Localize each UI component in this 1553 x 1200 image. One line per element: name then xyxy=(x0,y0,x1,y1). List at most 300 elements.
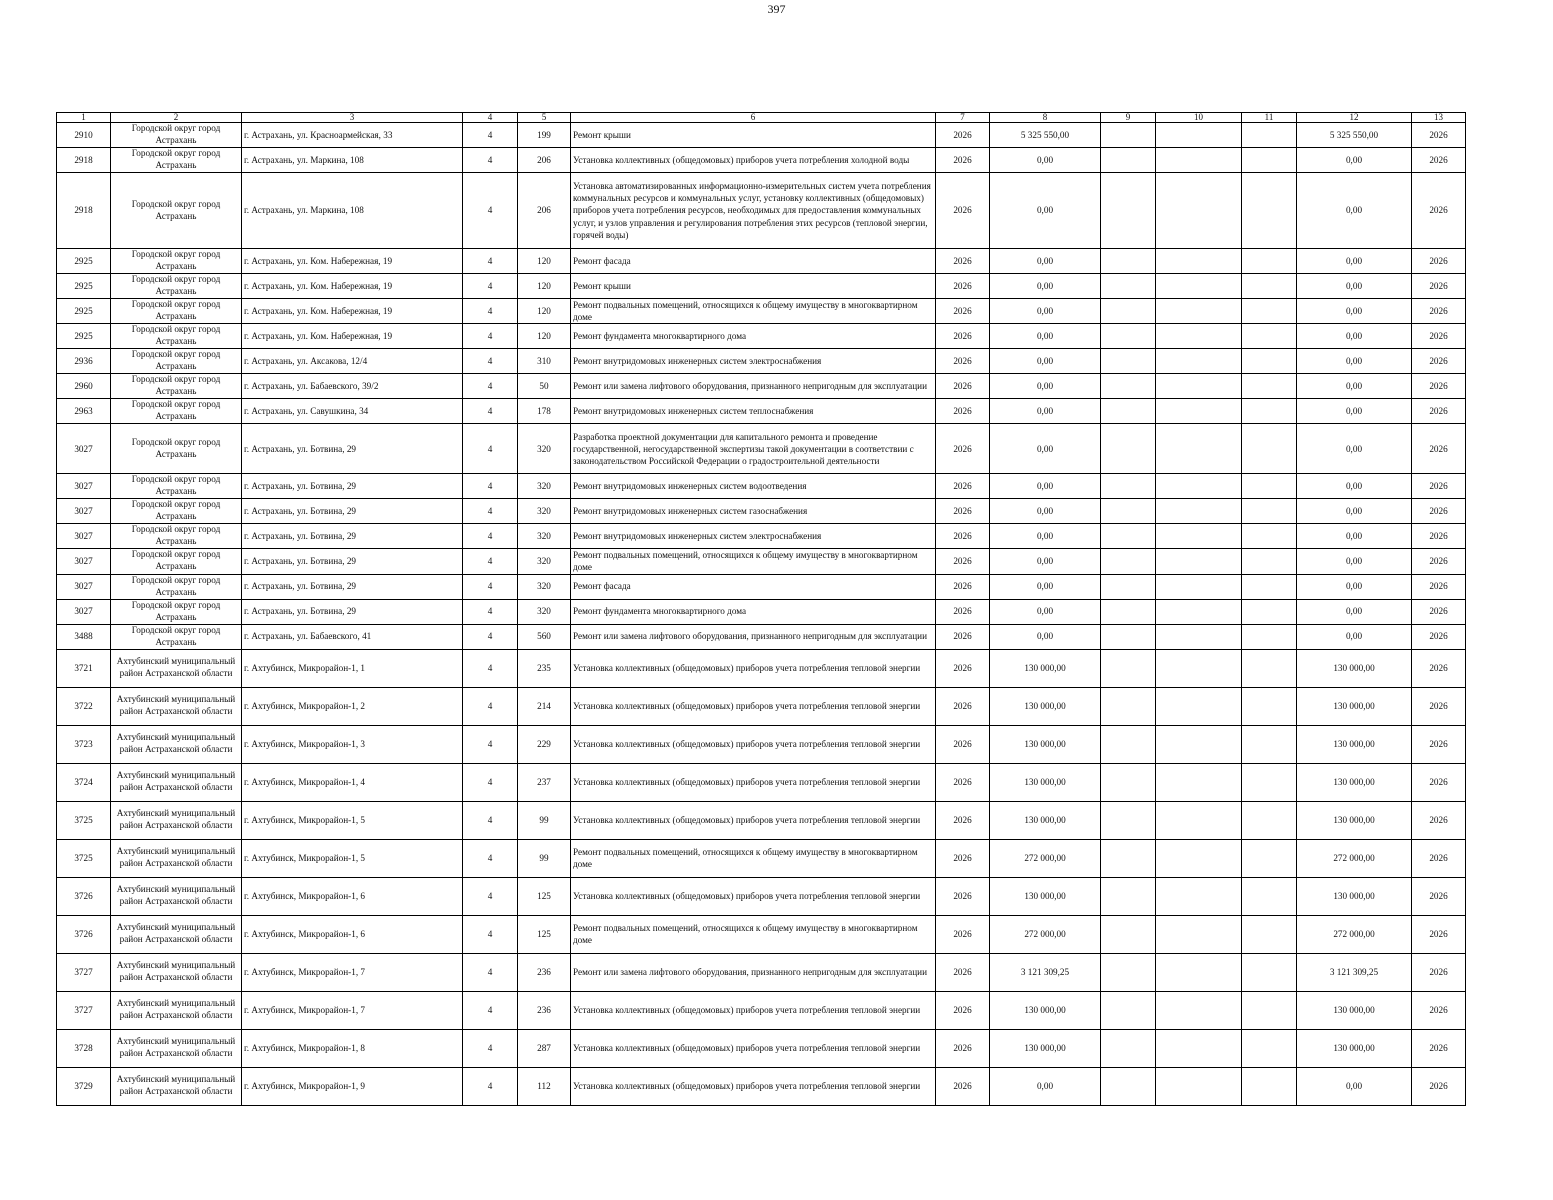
column-5-cell: 99 xyxy=(518,801,571,839)
column-10-cell xyxy=(1156,324,1242,349)
work-type-cell: Ремонт подвальных помещений, относящихся к общему имуществу в многоквартирном доме xyxy=(571,915,936,953)
address-cell: г. Астрахань, ул. Бабаевского, 41 xyxy=(242,624,463,649)
cost-cell: 0,00 xyxy=(990,374,1101,399)
regional-fund-cost-cell: 0,00 xyxy=(1297,499,1412,524)
column-10-cell xyxy=(1156,599,1242,624)
column-10-cell xyxy=(1156,624,1242,649)
row-number-cell: 3488 xyxy=(57,624,111,649)
column-header: 2 xyxy=(111,113,242,123)
address-cell: г. Астрахань, ул. Аксакова, 12/4 xyxy=(242,349,463,374)
column-header: 12 xyxy=(1297,113,1412,123)
address-cell: г. Ахтубинск, Микрорайон-1, 6 xyxy=(242,915,463,953)
table-row xyxy=(57,399,1466,424)
column-10-cell xyxy=(1156,1029,1242,1067)
column-9-cell xyxy=(1101,424,1156,474)
regional-fund-cost-cell: 0,00 xyxy=(1297,474,1412,499)
column-11-cell xyxy=(1242,801,1297,839)
completion-year-cell: 2026 xyxy=(1412,474,1466,499)
completion-year-cell: 2026 xyxy=(1412,374,1466,399)
year-cell: 2026 xyxy=(936,274,990,299)
column-10-cell xyxy=(1156,877,1242,915)
cost-cell: 0,00 xyxy=(990,299,1101,324)
column-5-cell: 125 xyxy=(518,915,571,953)
column-5-cell: 125 xyxy=(518,877,571,915)
column-header: 11 xyxy=(1242,113,1297,123)
cost-cell: 0,00 xyxy=(990,474,1101,499)
table-row xyxy=(57,299,1466,324)
year-cell: 2026 xyxy=(936,148,990,173)
table-row xyxy=(57,839,1466,877)
column-5-cell: 237 xyxy=(518,763,571,801)
column-5-cell: 214 xyxy=(518,687,571,725)
column-9-cell xyxy=(1101,173,1156,249)
cost-cell: 0,00 xyxy=(990,148,1101,173)
completion-year-cell: 2026 xyxy=(1412,549,1466,574)
cost-cell: 5 325 550,00 xyxy=(990,123,1101,148)
municipality-cell: Ахтубинский муниципальный район Астраханской области xyxy=(111,687,242,725)
address-cell: г. Астрахань, ул. Ботвина, 29 xyxy=(242,574,463,599)
column-4-cell: 4 xyxy=(463,424,518,474)
completion-year-cell: 2026 xyxy=(1412,524,1466,549)
completion-year-cell: 2026 xyxy=(1412,1029,1466,1067)
column-9-cell xyxy=(1101,915,1156,953)
column-9-cell xyxy=(1101,877,1156,915)
address-cell: г. Ахтубинск, Микрорайон-1, 6 xyxy=(242,877,463,915)
column-9-cell xyxy=(1101,299,1156,324)
cost-cell: 0,00 xyxy=(990,574,1101,599)
cost-cell: 130 000,00 xyxy=(990,1029,1101,1067)
completion-year-cell: 2026 xyxy=(1412,324,1466,349)
address-cell: г. Астрахань, ул. Маркина, 108 xyxy=(242,173,463,249)
regional-fund-cost-cell: 130 000,00 xyxy=(1297,801,1412,839)
year-cell: 2026 xyxy=(936,915,990,953)
address-cell: г. Астрахань, ул. Маркина, 108 xyxy=(242,148,463,173)
work-type-cell: Установка коллективных (общедомовых) приборов учета потребления холодной воды xyxy=(571,148,936,173)
completion-year-cell: 2026 xyxy=(1412,763,1466,801)
table-row xyxy=(57,574,1466,599)
cost-cell: 0,00 xyxy=(990,399,1101,424)
column-9-cell xyxy=(1101,1029,1156,1067)
column-4-cell: 4 xyxy=(463,649,518,687)
table-row xyxy=(57,649,1466,687)
column-10-cell xyxy=(1156,274,1242,299)
column-11-cell xyxy=(1242,1067,1297,1105)
regional-fund-cost-cell: 130 000,00 xyxy=(1297,649,1412,687)
municipality-cell: Ахтубинский муниципальный район Астраханской области xyxy=(111,1029,242,1067)
column-9-cell xyxy=(1101,524,1156,549)
year-cell: 2026 xyxy=(936,1029,990,1067)
regional-fund-cost-cell: 0,00 xyxy=(1297,399,1412,424)
column-11-cell xyxy=(1242,474,1297,499)
column-9-cell xyxy=(1101,374,1156,399)
work-type-cell: Ремонт внутридомовых инженерных систем теплоснабжения xyxy=(571,399,936,424)
column-9-cell xyxy=(1101,991,1156,1029)
column-10-cell xyxy=(1156,499,1242,524)
column-9-cell xyxy=(1101,474,1156,499)
column-header: 5 xyxy=(518,113,571,123)
column-4-cell: 4 xyxy=(463,763,518,801)
regional-fund-cost-cell: 272 000,00 xyxy=(1297,839,1412,877)
column-9-cell xyxy=(1101,399,1156,424)
table-row xyxy=(57,148,1466,173)
address-cell: г. Астрахань, ул. Ком. Набережная, 19 xyxy=(242,274,463,299)
column-5-cell: 120 xyxy=(518,274,571,299)
completion-year-cell: 2026 xyxy=(1412,148,1466,173)
cost-cell: 130 000,00 xyxy=(990,877,1101,915)
cost-cell: 0,00 xyxy=(990,324,1101,349)
column-11-cell xyxy=(1242,349,1297,374)
regional-fund-cost-cell: 130 000,00 xyxy=(1297,687,1412,725)
completion-year-cell: 2026 xyxy=(1412,123,1466,148)
work-type-cell: Ремонт подвальных помещений, относящихся к общему имуществу в многоквартирном доме xyxy=(571,299,936,324)
regional-fund-cost-cell: 130 000,00 xyxy=(1297,991,1412,1029)
address-cell: г. Астрахань, ул. Савушкина, 34 xyxy=(242,399,463,424)
completion-year-cell: 2026 xyxy=(1412,299,1466,324)
row-number-cell: 3027 xyxy=(57,524,111,549)
completion-year-cell: 2026 xyxy=(1412,953,1466,991)
completion-year-cell: 2026 xyxy=(1412,624,1466,649)
column-4-cell: 4 xyxy=(463,624,518,649)
column-4-cell: 4 xyxy=(463,374,518,399)
regional-fund-cost-cell: 0,00 xyxy=(1297,299,1412,324)
column-5-cell: 320 xyxy=(518,499,571,524)
column-4-cell: 4 xyxy=(463,915,518,953)
table-row xyxy=(57,1029,1466,1067)
cost-cell: 0,00 xyxy=(990,173,1101,249)
regional-fund-cost-cell: 3 121 309,25 xyxy=(1297,953,1412,991)
column-11-cell xyxy=(1242,725,1297,763)
column-9-cell xyxy=(1101,349,1156,374)
column-4-cell: 4 xyxy=(463,349,518,374)
table-row xyxy=(57,915,1466,953)
address-cell: г. Астрахань, ул. Ком. Набережная, 19 xyxy=(242,324,463,349)
year-cell: 2026 xyxy=(936,424,990,474)
column-10-cell xyxy=(1156,424,1242,474)
municipality-cell: Ахтубинский муниципальный район Астраханской области xyxy=(111,953,242,991)
column-11-cell xyxy=(1242,763,1297,801)
work-type-cell: Ремонт фундамента многоквартирного дома xyxy=(571,599,936,624)
municipality-cell: Городской округ город Астрахань xyxy=(111,574,242,599)
municipality-cell: Городской округ город Астрахань xyxy=(111,474,242,499)
row-number-cell: 3726 xyxy=(57,915,111,953)
column-10-cell xyxy=(1156,649,1242,687)
work-type-cell: Установка коллективных (общедомовых) приборов учета потребления тепловой энергии xyxy=(571,1067,936,1105)
column-4-cell: 4 xyxy=(463,524,518,549)
column-9-cell xyxy=(1101,324,1156,349)
municipality-cell: Городской округ город Астрахань xyxy=(111,148,242,173)
year-cell: 2026 xyxy=(936,499,990,524)
column-4-cell: 4 xyxy=(463,324,518,349)
municipality-cell: Ахтубинский муниципальный район Астраханской области xyxy=(111,1067,242,1105)
work-type-cell: Ремонт или замена лифтового оборудования, признанного непригодным для эксплуатации xyxy=(571,624,936,649)
row-number-cell: 3027 xyxy=(57,424,111,474)
address-cell: г. Астрахань, ул. Ботвина, 29 xyxy=(242,599,463,624)
column-9-cell xyxy=(1101,763,1156,801)
column-11-cell xyxy=(1242,524,1297,549)
column-11-cell xyxy=(1242,839,1297,877)
work-type-cell: Ремонт внутридомовых инженерных систем электроснабжения xyxy=(571,349,936,374)
column-11-cell xyxy=(1242,374,1297,399)
column-9-cell xyxy=(1101,249,1156,274)
column-9-cell xyxy=(1101,148,1156,173)
column-5-cell: 236 xyxy=(518,953,571,991)
municipality-cell: Городской округ город Астрахань xyxy=(111,249,242,274)
column-5-cell: 206 xyxy=(518,148,571,173)
regional-fund-cost-cell: 272 000,00 xyxy=(1297,915,1412,953)
regional-fund-cost-cell: 0,00 xyxy=(1297,349,1412,374)
work-type-cell: Установка коллективных (общедомовых) приборов учета потребления тепловой энергии xyxy=(571,991,936,1029)
year-cell: 2026 xyxy=(936,687,990,725)
municipality-cell: Ахтубинский муниципальный район Астраханской области xyxy=(111,877,242,915)
column-9-cell xyxy=(1101,574,1156,599)
address-cell: г. Астрахань, ул. Ботвина, 29 xyxy=(242,499,463,524)
table-row xyxy=(57,624,1466,649)
column-10-cell xyxy=(1156,991,1242,1029)
completion-year-cell: 2026 xyxy=(1412,915,1466,953)
municipality-cell: Ахтубинский муниципальный район Астраханской области xyxy=(111,915,242,953)
row-number-cell: 3725 xyxy=(57,801,111,839)
table-row xyxy=(57,424,1466,474)
municipality-cell: Городской округ город Астрахань xyxy=(111,599,242,624)
column-11-cell xyxy=(1242,624,1297,649)
column-9-cell xyxy=(1101,549,1156,574)
column-9-cell xyxy=(1101,274,1156,299)
column-header: 6 xyxy=(571,113,936,123)
address-cell: г. Ахтубинск, Микрорайон-1, 7 xyxy=(242,991,463,1029)
table-row xyxy=(57,1067,1466,1105)
regional-fund-cost-cell: 0,00 xyxy=(1297,324,1412,349)
row-number-cell: 3727 xyxy=(57,991,111,1029)
municipality-cell: Городской округ город Астрахань xyxy=(111,399,242,424)
column-4-cell: 4 xyxy=(463,687,518,725)
column-5-cell: 560 xyxy=(518,624,571,649)
year-cell: 2026 xyxy=(936,839,990,877)
column-5-cell: 199 xyxy=(518,123,571,148)
work-type-cell: Ремонт внутридомовых инженерных систем водоотведения xyxy=(571,474,936,499)
regional-fund-cost-cell: 0,00 xyxy=(1297,173,1412,249)
address-cell: г. Астрахань, ул. Красноармейская, 33 xyxy=(242,123,463,148)
column-9-cell xyxy=(1101,599,1156,624)
column-5-cell: 320 xyxy=(518,424,571,474)
address-cell: г. Астрахань, ул. Ком. Набережная, 19 xyxy=(242,299,463,324)
column-4-cell: 4 xyxy=(463,1067,518,1105)
work-type-cell: Установка коллективных (общедомовых) приборов учета потребления тепловой энергии xyxy=(571,649,936,687)
year-cell: 2026 xyxy=(936,299,990,324)
address-cell: г. Ахтубинск, Микрорайон-1, 5 xyxy=(242,801,463,839)
completion-year-cell: 2026 xyxy=(1412,274,1466,299)
column-4-cell: 4 xyxy=(463,953,518,991)
column-11-cell xyxy=(1242,687,1297,725)
table-row xyxy=(57,324,1466,349)
column-10-cell xyxy=(1156,839,1242,877)
row-number-cell: 2963 xyxy=(57,399,111,424)
row-number-cell: 3726 xyxy=(57,877,111,915)
column-4-cell: 4 xyxy=(463,123,518,148)
year-cell: 2026 xyxy=(936,324,990,349)
column-9-cell xyxy=(1101,725,1156,763)
municipality-cell: Ахтубинский муниципальный район Астраханской области xyxy=(111,725,242,763)
table-row xyxy=(57,349,1466,374)
column-10-cell xyxy=(1156,801,1242,839)
cost-cell: 0,00 xyxy=(990,249,1101,274)
completion-year-cell: 2026 xyxy=(1412,687,1466,725)
column-11-cell xyxy=(1242,915,1297,953)
column-header: 8 xyxy=(990,113,1101,123)
table-body xyxy=(57,123,1466,1106)
cost-cell: 0,00 xyxy=(990,549,1101,574)
cost-cell: 130 000,00 xyxy=(990,991,1101,1029)
capital-repair-table xyxy=(56,112,1466,1106)
column-header: 10 xyxy=(1156,113,1242,123)
cost-cell: 0,00 xyxy=(990,499,1101,524)
cost-cell: 272 000,00 xyxy=(990,839,1101,877)
column-number-header-row xyxy=(57,113,1466,123)
year-cell: 2026 xyxy=(936,725,990,763)
work-type-cell: Разработка проектной документации для капитального ремонта и проведение государственной, негосударственной экспертизы такой документации в соответствии с законодательством Российской Федерации о градостроительной деятельности xyxy=(571,424,936,474)
cost-cell: 130 000,00 xyxy=(990,725,1101,763)
year-cell: 2026 xyxy=(936,574,990,599)
column-5-cell: 320 xyxy=(518,574,571,599)
column-11-cell xyxy=(1242,299,1297,324)
column-4-cell: 4 xyxy=(463,399,518,424)
municipality-cell: Ахтубинский муниципальный район Астраханской области xyxy=(111,763,242,801)
row-number-cell: 3027 xyxy=(57,474,111,499)
row-number-cell: 3727 xyxy=(57,953,111,991)
cost-cell: 0,00 xyxy=(990,524,1101,549)
regional-fund-cost-cell: 0,00 xyxy=(1297,624,1412,649)
work-type-cell: Ремонт фасада xyxy=(571,574,936,599)
completion-year-cell: 2026 xyxy=(1412,424,1466,474)
work-type-cell: Ремонт внутридомовых инженерных систем газоснабжения xyxy=(571,499,936,524)
year-cell: 2026 xyxy=(936,549,990,574)
cost-cell: 130 000,00 xyxy=(990,687,1101,725)
table-row xyxy=(57,249,1466,274)
column-11-cell xyxy=(1242,173,1297,249)
column-11-cell xyxy=(1242,499,1297,524)
regional-fund-cost-cell: 0,00 xyxy=(1297,1067,1412,1105)
column-5-cell: 120 xyxy=(518,324,571,349)
column-11-cell xyxy=(1242,399,1297,424)
column-5-cell: 235 xyxy=(518,649,571,687)
work-type-cell: Ремонт или замена лифтового оборудования, признанного непригодным для эксплуатации xyxy=(571,953,936,991)
completion-year-cell: 2026 xyxy=(1412,649,1466,687)
column-4-cell: 4 xyxy=(463,173,518,249)
year-cell: 2026 xyxy=(936,649,990,687)
column-4-cell: 4 xyxy=(463,549,518,574)
table-row xyxy=(57,763,1466,801)
work-type-cell: Ремонт крыши xyxy=(571,123,936,148)
column-4-cell: 4 xyxy=(463,574,518,599)
row-number-cell: 3723 xyxy=(57,725,111,763)
column-header: 13 xyxy=(1412,113,1466,123)
column-4-cell: 4 xyxy=(463,1029,518,1067)
column-header: 7 xyxy=(936,113,990,123)
column-5-cell: 229 xyxy=(518,725,571,763)
column-9-cell xyxy=(1101,123,1156,148)
row-number-cell: 3728 xyxy=(57,1029,111,1067)
column-5-cell: 120 xyxy=(518,299,571,324)
column-11-cell xyxy=(1242,274,1297,299)
table-row xyxy=(57,877,1466,915)
column-4-cell: 4 xyxy=(463,249,518,274)
row-number-cell: 3724 xyxy=(57,763,111,801)
column-9-cell xyxy=(1101,953,1156,991)
completion-year-cell: 2026 xyxy=(1412,574,1466,599)
column-9-cell xyxy=(1101,649,1156,687)
row-number-cell: 3027 xyxy=(57,599,111,624)
column-10-cell xyxy=(1156,725,1242,763)
column-10-cell xyxy=(1156,148,1242,173)
column-5-cell: 50 xyxy=(518,374,571,399)
column-5-cell: 178 xyxy=(518,399,571,424)
column-5-cell: 120 xyxy=(518,249,571,274)
municipality-cell: Ахтубинский муниципальный район Астраханской области xyxy=(111,839,242,877)
column-header: 4 xyxy=(463,113,518,123)
table-row xyxy=(57,953,1466,991)
table-row xyxy=(57,801,1466,839)
regional-fund-cost-cell: 130 000,00 xyxy=(1297,877,1412,915)
page-number: 397 xyxy=(767,2,786,16)
column-10-cell xyxy=(1156,349,1242,374)
cost-cell: 0,00 xyxy=(990,349,1101,374)
column-10-cell xyxy=(1156,915,1242,953)
row-number-cell: 2925 xyxy=(57,299,111,324)
row-number-cell: 2925 xyxy=(57,274,111,299)
table-row xyxy=(57,991,1466,1029)
completion-year-cell: 2026 xyxy=(1412,725,1466,763)
regional-fund-cost-cell: 0,00 xyxy=(1297,274,1412,299)
regional-fund-cost-cell: 130 000,00 xyxy=(1297,1029,1412,1067)
address-cell: г. Ахтубинск, Микрорайон-1, 5 xyxy=(242,839,463,877)
row-number-cell: 3721 xyxy=(57,649,111,687)
column-11-cell xyxy=(1242,574,1297,599)
municipality-cell: Городской округ город Астрахань xyxy=(111,299,242,324)
column-10-cell xyxy=(1156,953,1242,991)
table-row xyxy=(57,474,1466,499)
column-9-cell xyxy=(1101,687,1156,725)
year-cell: 2026 xyxy=(936,524,990,549)
column-9-cell xyxy=(1101,801,1156,839)
regional-fund-cost-cell: 5 325 550,00 xyxy=(1297,123,1412,148)
column-10-cell xyxy=(1156,123,1242,148)
row-number-cell: 3027 xyxy=(57,574,111,599)
regional-fund-cost-cell: 0,00 xyxy=(1297,599,1412,624)
column-10-cell xyxy=(1156,574,1242,599)
completion-year-cell: 2026 xyxy=(1412,1067,1466,1105)
column-10-cell xyxy=(1156,549,1242,574)
column-10-cell xyxy=(1156,474,1242,499)
column-9-cell xyxy=(1101,624,1156,649)
regional-fund-cost-cell: 0,00 xyxy=(1297,524,1412,549)
address-cell: г. Астрахань, ул. Ботвина, 29 xyxy=(242,524,463,549)
work-type-cell: Ремонт подвальных помещений, относящихся к общему имуществу в многоквартирном доме xyxy=(571,839,936,877)
column-4-cell: 4 xyxy=(463,839,518,877)
municipality-cell: Городской округ город Астрахань xyxy=(111,374,242,399)
table-row xyxy=(57,524,1466,549)
municipality-cell: Городской округ город Астрахань xyxy=(111,624,242,649)
column-5-cell: 310 xyxy=(518,349,571,374)
completion-year-cell: 2026 xyxy=(1412,249,1466,274)
table-row xyxy=(57,599,1466,624)
address-cell: г. Ахтубинск, Микрорайон-1, 9 xyxy=(242,1067,463,1105)
work-type-cell: Установка коллективных (общедомовых) приборов учета потребления тепловой энергии xyxy=(571,1029,936,1067)
column-11-cell xyxy=(1242,991,1297,1029)
regional-fund-cost-cell: 130 000,00 xyxy=(1297,725,1412,763)
regional-fund-cost-cell: 0,00 xyxy=(1297,148,1412,173)
column-4-cell: 4 xyxy=(463,725,518,763)
column-header: 1 xyxy=(57,113,111,123)
row-number-cell: 3027 xyxy=(57,499,111,524)
